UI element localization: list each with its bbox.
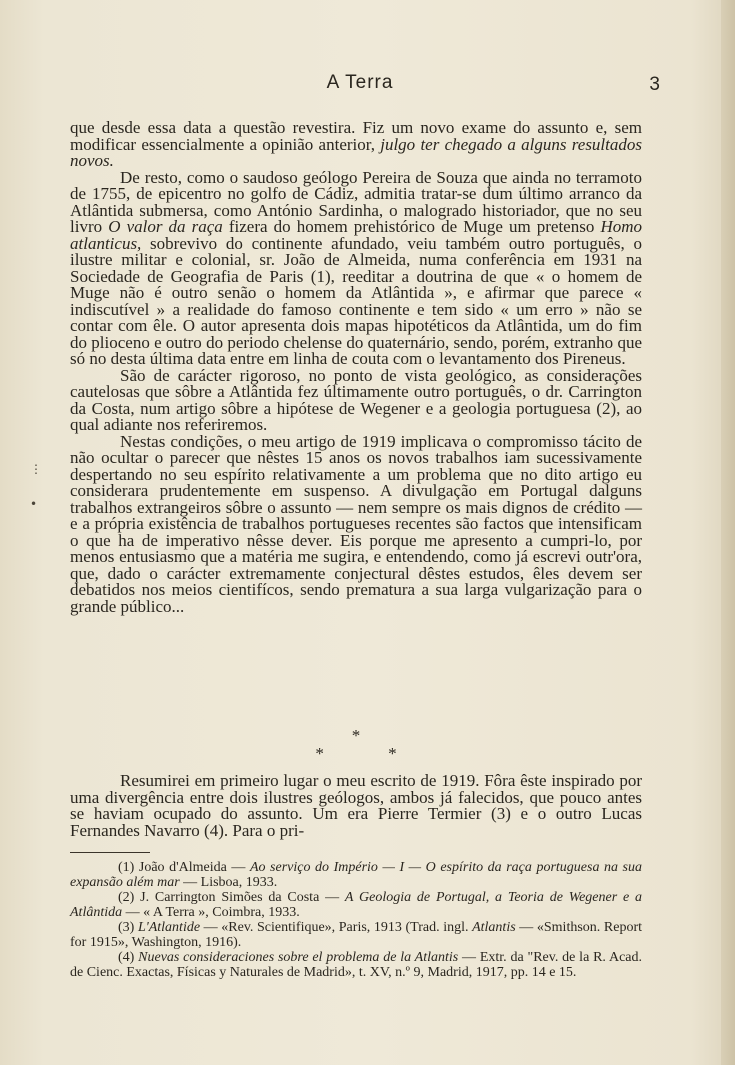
- main-text: [70, 120, 642, 615]
- footnote-1: (1) João d'Almeida — Ao serviço do Império — I — O espírito da raça portuguesa na sua expansão além mar — Lisboa, 1933.: [70, 860, 642, 890]
- asterism-top: *: [351, 726, 361, 745]
- margin-mark: •: [30, 497, 38, 511]
- page-header: [60, 72, 660, 98]
- paragraph-2: De resto, como o saudoso geólogo Pereira de Souza que ainda no terramoto de 1755, de epicentro no golfo de Cádiz, admitia tratar-se dum último arranco da Atlântida submersa, como António Sardinha, o malogrado historiador, que no seu livro O valor da raça fizera do homem prehistórico de Muge um pretenso Homo atlanticus, sobrevivo do continente afundado, veiu também outro português, o ilustre militar e colonial, sr. João de Almeida, numa conferência em 1931 na Sociedade de Geografia de Paris (1), reeditar a doutrina de que « o homem de Muge não é outro senão o homem da Atlântida », e afirmar que parece « indiscutível » a realidade do famoso continente e tem sido « um erro » não se contar com êle. O autor apresenta dois mapas hipotéticos da Atlântida, um do fim do plioceno e outro do periodo chelense do quaternário, sendo, porém, extranho que só no desta última data entre em linha de couta com o levantamento dos Pireneus.: [70, 167, 642, 368]
- page-number: 3: [649, 74, 660, 95]
- asterism-bottom: * *: [315, 744, 427, 763]
- footnote-4: (4) Nuevas consideraciones sobre el problema de la Atlantis — Extr. da "Rev. de la R. Acad. de Cienc. Exactas, Físicas y Naturales de Madrid», t. XV, n.º 9, Madrid, 1917, pp. 14 e 15.: [70, 950, 643, 980]
- footnote-rule: [70, 852, 150, 853]
- footnotes: [70, 860, 642, 980]
- paragraph-3: São de carácter rigoroso, no ponto de vista geológico, as considerações cautelosas que sôbre a Atlântida fez últimamente outro português, o dr. Carrington da Costa, num artigo sôbre a hipótese de Wegener e a geologia portuguesa (2), ao qual adiante nos referiremos.: [70, 365, 642, 434]
- margin-mark: ⋮: [30, 462, 42, 476]
- running-title: A Terra: [326, 72, 394, 93]
- paragraph-4: Nestas condições, o meu artigo de 1919 implicava o compromisso tácito de não ocultar o parecer que nêstes 15 anos os novos trabalhos iam sucessivamente despertando no seu espírito relativamente a um problema que no dito artigo eu considerara prudentemente em suspenso. A divulgação em Portugal dalguns trabalhos extrangeiros sôbre o assunto — nem sempre os mais dignos de crédito — e a própria existência de trabalhos portugueses recentes são factos que intensificam o que ha de imperativo nêsse dever. Eis porque me apresento a cumpri-lo, por menos entusiasmo que a matéria me sugira, e entendendo, como já escrevi outr'ora, que, dado o carácter extremamente conjectural dêstes estudos, êles devem ser debatidos nos meios cientifícos, sendo prematura a sua larga vulgarização para o grande público...: [70, 431, 642, 616]
- footnote-3: (3) L'Atlantide — «Rev. Scientifique», Paris, 1913 (Trad. ingl. Atlantis — «Smithson. Report for 1915», Washington, 1916).: [70, 920, 642, 950]
- main-text-continued: [70, 773, 642, 839]
- paragraph-5: Resumirei em primeiro lugar o meu escrito de 1919. Fôra êste inspirado por uma divergência entre dois ilustres geólogos, ambos já falecidos, que pouco antes se haviam ocupado do assunto. Um era Pierre Termier (3) e o outro Lucas Fernandes Navarro (4). Para o pri-: [70, 771, 642, 840]
- page-fold-shadow: [721, 0, 735, 1065]
- paragraph-1: que desde essa data a questão revestira. Fiz um novo exame do assunto e, sem modificar essencialmente a opinião anterior, julgo ter chegado a alguns resultados novos.: [70, 118, 642, 170]
- footnote-2: (2) J. Carrington Simões da Costa — A Geologia de Portugal, a Teoria de Wegener e a Atlântida — « A Terra », Coimbra, 1933.: [70, 890, 642, 920]
